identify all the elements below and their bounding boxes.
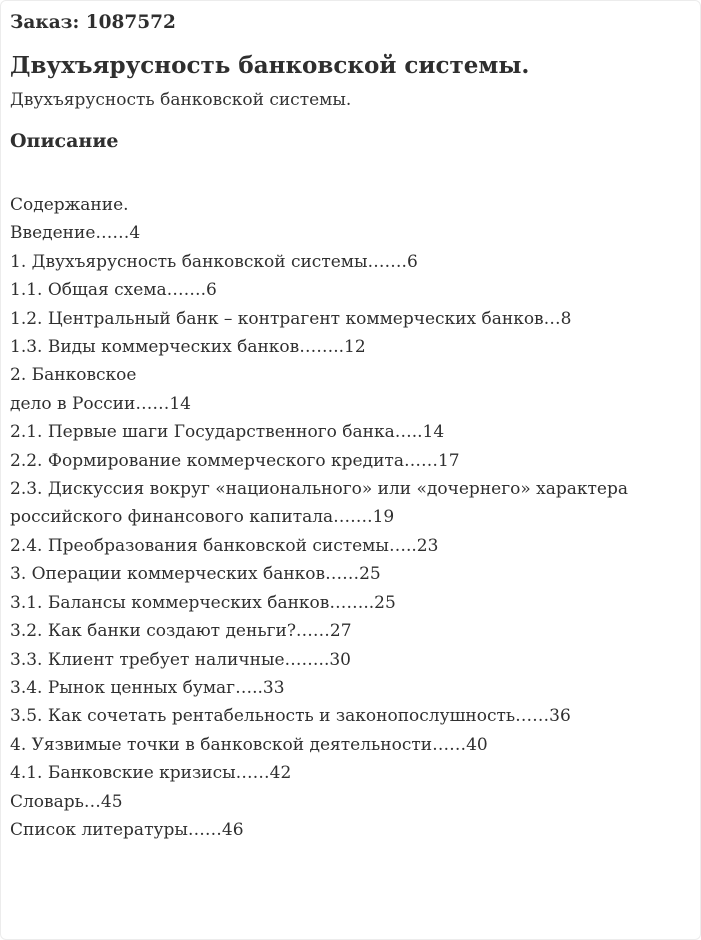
toc-line: Список литературы……46 [10, 819, 244, 840]
toc-line: 4. Уязвимые точки в банковской деятельности……40 [10, 734, 488, 755]
toc-line: Введение……4 [10, 223, 141, 244]
toc-line: 1. Двухъярусность банковской системы…….6 [10, 251, 418, 272]
toc-line: дело в России……14 [10, 393, 191, 414]
document-title: Двухъярусность банковской системы. [10, 52, 530, 79]
page-content [10, 11, 688, 844]
toc-line: 2.2. Формирование коммерческого кредита……17 [10, 450, 460, 471]
toc-line: 1.3. Виды коммерческих банков……..12 [10, 337, 366, 358]
toc-line: 3.4. Рынок ценных бумаг…..33 [10, 677, 285, 698]
toc-line: 1.1. Общая схема…….6 [10, 280, 217, 301]
toc-line: 2.1. Первые шаги Государственного банка…..14 [10, 422, 445, 443]
toc-line: российского финансового капитала…….19 [10, 507, 395, 528]
document-subtitle: Двухъярусность банковской системы. [10, 90, 352, 110]
toc-line: 2.3. Дискуссия вокруг «национального» или «дочернего» характера [10, 479, 629, 500]
order-title: Заказ: 1087572 [10, 12, 176, 33]
toc-line: 3.1. Балансы коммерческих банков……..25 [10, 592, 396, 613]
toc-line: Словарь…45 [10, 791, 123, 812]
toc-line: 2.4. Преобразования банковской системы…..23 [10, 535, 439, 556]
toc-line: 1.2. Центральный банк – контрагент коммерческих банков…8 [10, 308, 572, 329]
toc-line: 3.3. Клиент требует наличные……..30 [10, 649, 351, 670]
toc-line: 4.1. Банковские кризисы……42 [10, 763, 292, 784]
description-heading: Описание [10, 130, 119, 152]
toc-line: 2. Банковское [10, 365, 137, 386]
toc-line: 3.5. Как сочетать рентабельность и законопослушность……36 [10, 706, 571, 727]
toc-line: Содержание. [10, 195, 129, 215]
toc-line: 3.2. Как банки создают деньги?……27 [10, 621, 352, 642]
toc-line: 3. Операции коммерческих банков……25 [10, 564, 381, 585]
table-of-contents [10, 191, 688, 844]
